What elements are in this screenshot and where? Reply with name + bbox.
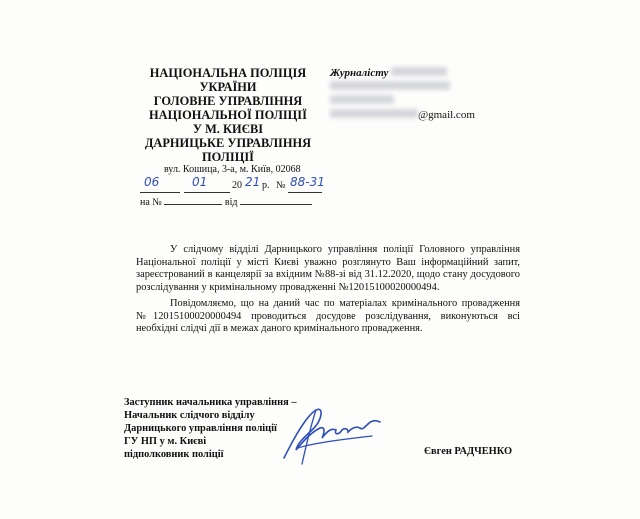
redacted-line xyxy=(330,95,394,104)
redacted-email-user xyxy=(330,109,418,118)
number-value: 88-31 xyxy=(290,175,325,189)
letterhead-address: вул. Кошица, 3-а, м. Київ, 02068 xyxy=(164,164,301,175)
position-line: Дарницького управління поліції xyxy=(124,423,277,434)
day-underline xyxy=(140,192,180,193)
letterhead xyxy=(128,66,328,164)
letterhead-line: ПОЛІЦІЇ xyxy=(202,150,254,164)
letterhead-line: НАЦІОНАЛЬНОЇ ПОЛІЦІЇ xyxy=(149,108,307,122)
year-label: р. xyxy=(262,180,270,191)
redacted-line xyxy=(330,81,450,90)
redacted-name xyxy=(391,67,447,76)
month-underline xyxy=(184,192,230,193)
reg-from-label: від xyxy=(224,197,238,208)
recipient-label: Журналісту xyxy=(330,67,389,79)
body-paragraph-2: Повідомляємо, що на даний час по матеріалах кримінального провадження №12015100020000494 проводиться досудове розслідування, виконуються всі необхідні слідчі дії в межах даного кримінального провадження. xyxy=(136,298,520,335)
recipient-block xyxy=(330,66,475,122)
number-underline xyxy=(288,192,322,193)
position-line: підполковник поліції xyxy=(124,449,224,460)
position-line: Заступник начальника управління – xyxy=(124,397,297,408)
position-line: Начальник слідчого відділу xyxy=(124,410,255,421)
reg-date-blank xyxy=(240,196,312,205)
date-month: 01 xyxy=(192,175,208,189)
letterhead-line: УКРАЇНИ xyxy=(199,80,257,94)
year-suffix: 21 xyxy=(245,175,261,189)
letterhead-line: У М. КИЄВІ xyxy=(192,122,264,136)
year-prefix: 20 xyxy=(232,180,242,191)
signatory-name: Євген РАДЧЕНКО xyxy=(424,446,513,457)
recipient-email-domain: @gmail.com xyxy=(418,109,475,121)
outgoing-date-line xyxy=(140,176,340,194)
reg-number-blank xyxy=(164,196,222,205)
date-day: 06 xyxy=(144,175,160,189)
number-label: № xyxy=(276,180,286,191)
signatory-position xyxy=(124,396,297,461)
letterhead-line: ГОЛОВНЕ УПРАВЛІННЯ xyxy=(153,94,303,108)
incoming-reference-line xyxy=(140,196,312,208)
position-line: ГУ НП у м. Києві xyxy=(124,436,207,447)
reg-prefix: на № xyxy=(140,197,162,208)
letterhead-line: ДАРНИЦЬКЕ УПРАВЛІННЯ xyxy=(144,136,312,150)
body-paragraph-1: У слідчому відділі Дарницького управління поліції Головного управління Національної поліції у місті Києві уважно розглянуто Ваш інформаційний запит, зареєстрований в канцелярії за вхідним №88-зі від 31.12.2020, щодо стану досудового розслідування у кримінальному провадженні №12015100020000494. xyxy=(136,244,520,293)
letterhead-line: НАЦІОНАЛЬНА ПОЛІЦІЯ xyxy=(149,66,307,80)
handwritten-signature xyxy=(276,398,386,468)
